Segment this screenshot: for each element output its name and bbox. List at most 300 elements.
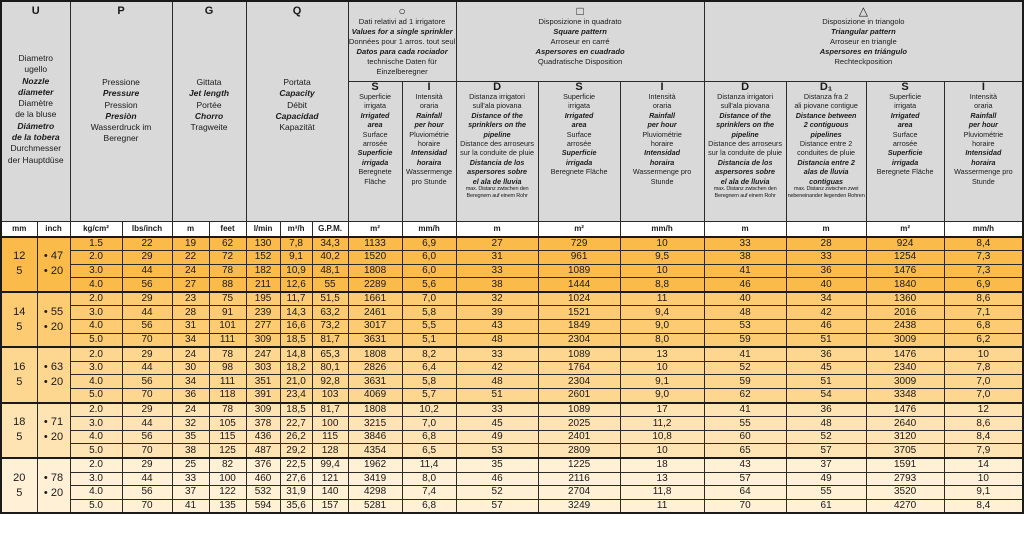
data-cell: 2.0	[70, 403, 122, 417]
square-icon: □	[576, 4, 584, 18]
table-row	[1, 251, 1023, 265]
data-cell: 1962	[348, 458, 402, 472]
data-cell: 2304	[538, 375, 620, 389]
data-cell: 33	[456, 403, 538, 417]
data-cell: 33	[456, 347, 538, 361]
description-line: Distanza irrigatori	[469, 91, 526, 101]
subheader-cell	[456, 81, 538, 221]
data-cell: 1808	[348, 403, 402, 417]
subheader-cell	[944, 81, 1023, 221]
data-cell: 2809	[538, 444, 620, 458]
data-cell: 8,2	[402, 347, 456, 361]
data-cell: 62	[704, 389, 786, 403]
data-cell: 9,1	[280, 251, 312, 265]
data-cell: 42	[456, 361, 538, 375]
subheader-letter: S	[371, 81, 379, 93]
data-cell: 25	[172, 458, 209, 472]
data-cell: 78	[209, 403, 246, 417]
data-cell: 55	[312, 278, 348, 292]
data-cell: 45	[456, 417, 538, 431]
data-cell: 1661	[348, 292, 402, 306]
description-line: Capacity	[279, 88, 315, 99]
description-line: Stunde	[971, 176, 995, 186]
data-cell: 2601	[538, 389, 620, 403]
table-header	[1, 1, 1023, 237]
data-cell: 6,5	[402, 444, 456, 458]
data-cell: 4270	[866, 499, 944, 513]
description-line: sur la conduite de pluie	[708, 148, 783, 158]
header-nozzle-diameter	[1, 1, 70, 221]
data-cell: 3348	[866, 389, 944, 403]
description-line: Stunde	[650, 176, 674, 186]
data-cell: 105	[209, 417, 246, 431]
subheader-description	[705, 92, 786, 200]
data-cell: 961	[538, 251, 620, 265]
data-cell: 22	[172, 251, 209, 265]
description-line: Wassermenge pro	[632, 167, 692, 177]
data-cell: 7,8	[280, 237, 312, 251]
description-line: aspersores sobre	[715, 167, 776, 177]
data-cell: 3249	[538, 499, 620, 513]
table-row	[1, 320, 1023, 334]
data-cell: 130	[246, 237, 280, 251]
data-cell: 6,9	[944, 278, 1023, 292]
circle-icon: ○	[398, 4, 406, 18]
data-cell: 8,4	[944, 237, 1023, 251]
data-cell: 4.0	[70, 278, 122, 292]
data-cell: 61	[786, 499, 866, 513]
description-line: Rainfall	[970, 110, 997, 120]
data-cell: 44	[122, 306, 172, 320]
description-line: horaire	[972, 138, 995, 148]
description-line: irrigada	[565, 157, 593, 167]
description-line: Distancia de los	[469, 157, 525, 167]
table-row	[1, 417, 1023, 431]
description-line: Arroseur en triangle	[830, 37, 897, 46]
header-description	[349, 17, 456, 77]
data-cell: 6,9	[402, 237, 456, 251]
data-cell: 532	[246, 486, 280, 500]
data-cell: 376	[246, 458, 280, 472]
data-cell: 43	[704, 458, 786, 472]
data-cell: 7,1	[944, 306, 1023, 320]
description-line: per hour	[968, 120, 998, 130]
data-cell: 33	[786, 251, 866, 265]
data-cell: 2.0	[70, 292, 122, 306]
data-cell: 70	[122, 333, 172, 347]
data-cell: 37	[786, 458, 866, 472]
data-cell: 3631	[348, 333, 402, 347]
description-line: horaira	[971, 157, 996, 167]
data-cell: 70	[122, 499, 172, 513]
data-cell: 81,7	[312, 333, 348, 347]
description-line: Aspersores en cuadrado	[535, 47, 625, 56]
data-cell: 2826	[348, 361, 402, 375]
data-cell: 4.0	[70, 430, 122, 444]
data-cell: 122	[209, 486, 246, 500]
subheader-letter: S	[575, 81, 583, 93]
data-cell: 115	[209, 430, 246, 444]
data-cell: 14,8	[280, 347, 312, 361]
data-cell: 239	[246, 306, 280, 320]
data-cell: 32	[456, 292, 538, 306]
data-cell: 80,1	[312, 361, 348, 375]
data-cell: 37	[172, 486, 209, 500]
header-letter: U	[31, 5, 40, 17]
data-cell: 70	[704, 499, 786, 513]
data-cell: 111	[209, 333, 246, 347]
data-cell: 11,8	[620, 486, 704, 500]
data-cell: 5,7	[402, 389, 456, 403]
data-cell: 29	[122, 347, 172, 361]
nozzle-inch-cell	[37, 347, 70, 402]
description-line: Einzelberegner	[376, 67, 428, 76]
description-line: Irrigated	[360, 110, 390, 120]
data-cell: 62	[209, 237, 246, 251]
data-cell: 7,0	[944, 389, 1023, 403]
description-line: Wassermenge	[406, 167, 453, 177]
subheader-cell	[704, 81, 786, 221]
data-cell: 6,8	[402, 430, 456, 444]
description-line: Surface	[362, 129, 388, 139]
data-cell: 98	[209, 361, 246, 375]
data-cell: 70	[122, 444, 172, 458]
data-cell: 18,2	[280, 361, 312, 375]
data-cell: 10,2	[402, 403, 456, 417]
table-row	[1, 430, 1023, 444]
data-cell: 277	[246, 320, 280, 334]
description-line: Superficie	[357, 148, 393, 158]
data-cell: 72	[209, 251, 246, 265]
data-cell: 33	[704, 237, 786, 251]
description-line: Pressione	[102, 77, 140, 87]
description-line: Portata	[283, 77, 311, 87]
data-cell: 115	[312, 430, 348, 444]
description-line: 2 contiguous	[803, 120, 849, 130]
data-cell: 41	[704, 403, 786, 417]
data-cell: 3215	[348, 417, 402, 431]
data-cell: 3520	[866, 486, 944, 500]
data-cell: 44	[122, 264, 172, 278]
data-cell: 1520	[348, 251, 402, 265]
data-cell: 39	[456, 306, 538, 320]
description-line: max. Distanz zwischen den	[713, 185, 777, 192]
subheader-letter: D₁	[819, 81, 833, 93]
table-row	[1, 292, 1023, 306]
description-line: Diametro	[18, 53, 53, 63]
data-cell: 24	[172, 264, 209, 278]
data-cell: 3.0	[70, 264, 122, 278]
description-line: horaire	[417, 138, 441, 148]
nozzle-mm-value: 20	[13, 471, 26, 484]
data-cell: 29	[122, 251, 172, 265]
data-cell: 46	[456, 472, 538, 486]
data-cell: 6,2	[944, 333, 1023, 347]
data-cell: 13	[620, 347, 704, 361]
nozzle-mm-value: 16	[13, 360, 26, 373]
data-cell: 64	[704, 486, 786, 500]
data-cell: 48,1	[312, 264, 348, 278]
description-line: area	[571, 120, 587, 130]
data-cell: 1444	[538, 278, 620, 292]
data-cell: 8,0	[402, 472, 456, 486]
data-cell: 1840	[866, 278, 944, 292]
description-line: Chorro	[194, 110, 224, 121]
data-cell: 33	[456, 264, 538, 278]
nozzle-inch-cell	[37, 458, 70, 513]
subheader-letter: I	[660, 81, 664, 93]
data-cell: 152	[246, 251, 280, 265]
data-cell: 11,7	[280, 292, 312, 306]
data-cell: 391	[246, 389, 280, 403]
data-cell: 92,8	[312, 375, 348, 389]
subheader-cell	[866, 81, 944, 221]
description-line: Beregnete Fläche	[876, 167, 934, 177]
data-cell: 10	[944, 347, 1023, 361]
description-line: Beregnern auf einem Rohr	[466, 192, 528, 199]
data-cell: 3.0	[70, 472, 122, 486]
description-line: Triangular pattern	[830, 27, 896, 36]
data-cell: 41	[172, 499, 209, 513]
unit-label: kg/cm²	[70, 221, 122, 237]
data-cell: 100	[312, 417, 348, 431]
nozzle-inch-value: • 47	[43, 250, 64, 263]
data-cell: 2116	[538, 472, 620, 486]
unit-label: feet	[209, 221, 246, 237]
nozzle-mm-cell	[1, 237, 37, 292]
data-cell: 7,9	[944, 444, 1023, 458]
header-letter: G	[204, 5, 214, 17]
data-cell: 9,5	[620, 251, 704, 265]
data-cell: 78	[209, 264, 246, 278]
data-cell: 24	[172, 403, 209, 417]
description-line: Pluviométrie	[963, 129, 1004, 139]
data-cell: 4069	[348, 389, 402, 403]
nozzle-mm-cell	[1, 458, 37, 513]
description-line: Beregnete Fläche	[550, 167, 608, 177]
description-line: Irrigated	[890, 110, 920, 120]
data-cell: 49	[456, 430, 538, 444]
nozzle-inch-value: • 78	[43, 471, 64, 484]
data-cell: 5,8	[402, 306, 456, 320]
nozzle-mm-cell	[1, 292, 37, 347]
data-cell: 57	[704, 472, 786, 486]
description-line: Portée	[196, 99, 222, 110]
data-cell: 10,9	[280, 264, 312, 278]
description-line: Beregnete	[358, 167, 392, 177]
data-cell: 460	[246, 472, 280, 486]
description-line: ali piovane contigue	[794, 101, 858, 111]
description-line: Fläche	[364, 176, 386, 186]
data-cell: 2025	[538, 417, 620, 431]
data-cell: 41	[704, 264, 786, 278]
description-line: Intensità	[415, 91, 443, 101]
data-cell: 16,6	[280, 320, 312, 334]
data-cell: 3120	[866, 430, 944, 444]
data-cell: 27	[172, 278, 209, 292]
data-cell: 5.0	[70, 444, 122, 458]
description-line: area	[897, 120, 913, 130]
header-triangular-pattern	[704, 1, 1023, 81]
nozzle-inch-value: • 20	[43, 375, 64, 388]
header-jet-length	[172, 1, 246, 221]
data-cell: 5,1	[402, 333, 456, 347]
data-cell: 31,9	[280, 486, 312, 500]
data-cell: 52	[704, 361, 786, 375]
description-line: el ala de lluvia	[472, 176, 522, 186]
table-row	[1, 278, 1023, 292]
description-line: Intensidad	[411, 148, 448, 158]
data-cell: 1360	[866, 292, 944, 306]
nozzle-inch-value: • 55	[43, 305, 64, 318]
data-cell: 11	[620, 292, 704, 306]
data-cell: 56	[122, 486, 172, 500]
data-cell: 7,4	[402, 486, 456, 500]
data-cell: 34	[786, 292, 866, 306]
data-cell: 2.0	[70, 458, 122, 472]
description-line: Datos para cada rociador	[356, 47, 448, 56]
data-cell: 75	[209, 292, 246, 306]
description-line: Wasserdruck im	[90, 122, 152, 133]
data-cell: 13	[620, 472, 704, 486]
data-cell: 6,0	[402, 251, 456, 265]
unit-label: mm/h	[620, 221, 704, 237]
data-cell: 9,0	[620, 320, 704, 334]
subheader-description	[457, 92, 538, 200]
data-cell: 31	[172, 320, 209, 334]
unit-label: l/min	[246, 221, 280, 237]
table-row	[1, 472, 1023, 486]
data-cell: 6,4	[402, 361, 456, 375]
data-cell: 38	[172, 444, 209, 458]
table-row	[1, 375, 1023, 389]
description-line: Distance of the	[471, 110, 523, 120]
data-cell: 10	[620, 264, 704, 278]
description-line: irrigata	[894, 101, 917, 111]
data-cell: 7,3	[944, 264, 1023, 278]
data-cell: 28	[786, 237, 866, 251]
description-line: Distance of the	[719, 110, 771, 120]
description-line: Rainfall	[416, 110, 443, 120]
data-cell: 351	[246, 375, 280, 389]
description-line: Aspersores en triángulo	[819, 47, 908, 56]
description-line: Intensidad	[644, 148, 681, 158]
description-line: technische Daten für	[367, 57, 437, 66]
data-cell: 81,7	[312, 403, 348, 417]
unit-label: m	[456, 221, 538, 237]
data-cell: 4.0	[70, 486, 122, 500]
nozzle-mm-value: 5	[16, 265, 23, 278]
data-cell: 7,0	[402, 417, 456, 431]
data-cell: 52	[456, 486, 538, 500]
description-line: Beregnern auf einem Rohr	[714, 192, 776, 199]
description-line: area	[367, 120, 383, 130]
nozzle-inch-value: • 20	[43, 486, 64, 499]
data-cell: 29	[122, 458, 172, 472]
description-line: Nozzle	[22, 75, 50, 86]
header-single-sprinkler	[348, 1, 456, 81]
data-cell: 2793	[866, 472, 944, 486]
unit-label: m²	[538, 221, 620, 237]
data-cell: 51	[786, 375, 866, 389]
header-description	[705, 17, 1023, 67]
data-cell: 46	[704, 278, 786, 292]
description-line: diameter	[18, 86, 54, 97]
data-cell: 33	[172, 472, 209, 486]
description-line: sprinklers on the	[468, 120, 527, 130]
description-line: Rechteckposition	[834, 57, 893, 66]
table-row	[1, 333, 1023, 347]
description-line: Pressure	[102, 88, 140, 99]
description-line: Intensità	[969, 91, 997, 101]
nozzle-inch-value: • 63	[43, 360, 64, 373]
data-cell: 6,0	[402, 264, 456, 278]
unit-label: m	[786, 221, 866, 237]
description-line: Tragweite	[190, 122, 228, 133]
data-cell: 82	[209, 458, 246, 472]
data-cell: 27,6	[280, 472, 312, 486]
description-line: Disposizione in triangolo	[822, 17, 905, 26]
nozzle-inch-cell	[37, 292, 70, 347]
description-line: Rainfall	[649, 110, 676, 120]
data-cell: 3705	[866, 444, 944, 458]
description-line: sull'ala piovana	[720, 101, 770, 111]
description-line: Diámetro	[17, 120, 55, 131]
table-row	[1, 361, 1023, 375]
data-cell: 18,5	[280, 403, 312, 417]
description-line: horaira	[416, 157, 442, 167]
description-line: Dati relativi ad 1 irrigatore	[358, 17, 446, 26]
description-line: conduites de pluie	[797, 148, 856, 158]
data-cell: 2.0	[70, 251, 122, 265]
data-cell: 34,3	[312, 237, 348, 251]
data-cell: 7,3	[944, 251, 1023, 265]
data-cell: 924	[866, 237, 944, 251]
data-cell: 3017	[348, 320, 402, 334]
data-cell: 9,0	[620, 389, 704, 403]
description-line: Surface	[892, 129, 918, 139]
unit-label: m	[172, 221, 209, 237]
data-cell: 7,8	[944, 361, 1023, 375]
data-cell: 26,2	[280, 430, 312, 444]
triangle-icon: △	[858, 4, 868, 18]
description-line: Distancia de los	[717, 157, 773, 167]
data-cell: 70	[122, 389, 172, 403]
description-line: Distance between	[795, 110, 857, 120]
data-cell: 60	[704, 430, 786, 444]
description-line: nebeneinander liegenden Rohren	[787, 192, 865, 199]
description-line: Distance entre 2	[799, 138, 853, 148]
data-cell: 8,0	[620, 333, 704, 347]
data-cell: 36	[786, 403, 866, 417]
header-description	[457, 17, 704, 67]
data-cell: 34	[172, 333, 209, 347]
data-cell: 24	[172, 347, 209, 361]
description-line: Distanza fra 2	[803, 91, 849, 101]
data-cell: 8,4	[944, 499, 1023, 513]
data-cell: 309	[246, 333, 280, 347]
data-cell: 8,8	[620, 278, 704, 292]
data-cell: 56	[122, 430, 172, 444]
data-cell: 34	[172, 375, 209, 389]
data-cell: 1024	[538, 292, 620, 306]
data-cell: 48	[786, 417, 866, 431]
data-cell: 99,4	[312, 458, 348, 472]
description-line: max. Distanz zwischen zwei	[793, 185, 859, 192]
data-cell: 2304	[538, 333, 620, 347]
description-line: Distance des arroseurs	[460, 138, 535, 148]
header-description	[173, 77, 246, 133]
